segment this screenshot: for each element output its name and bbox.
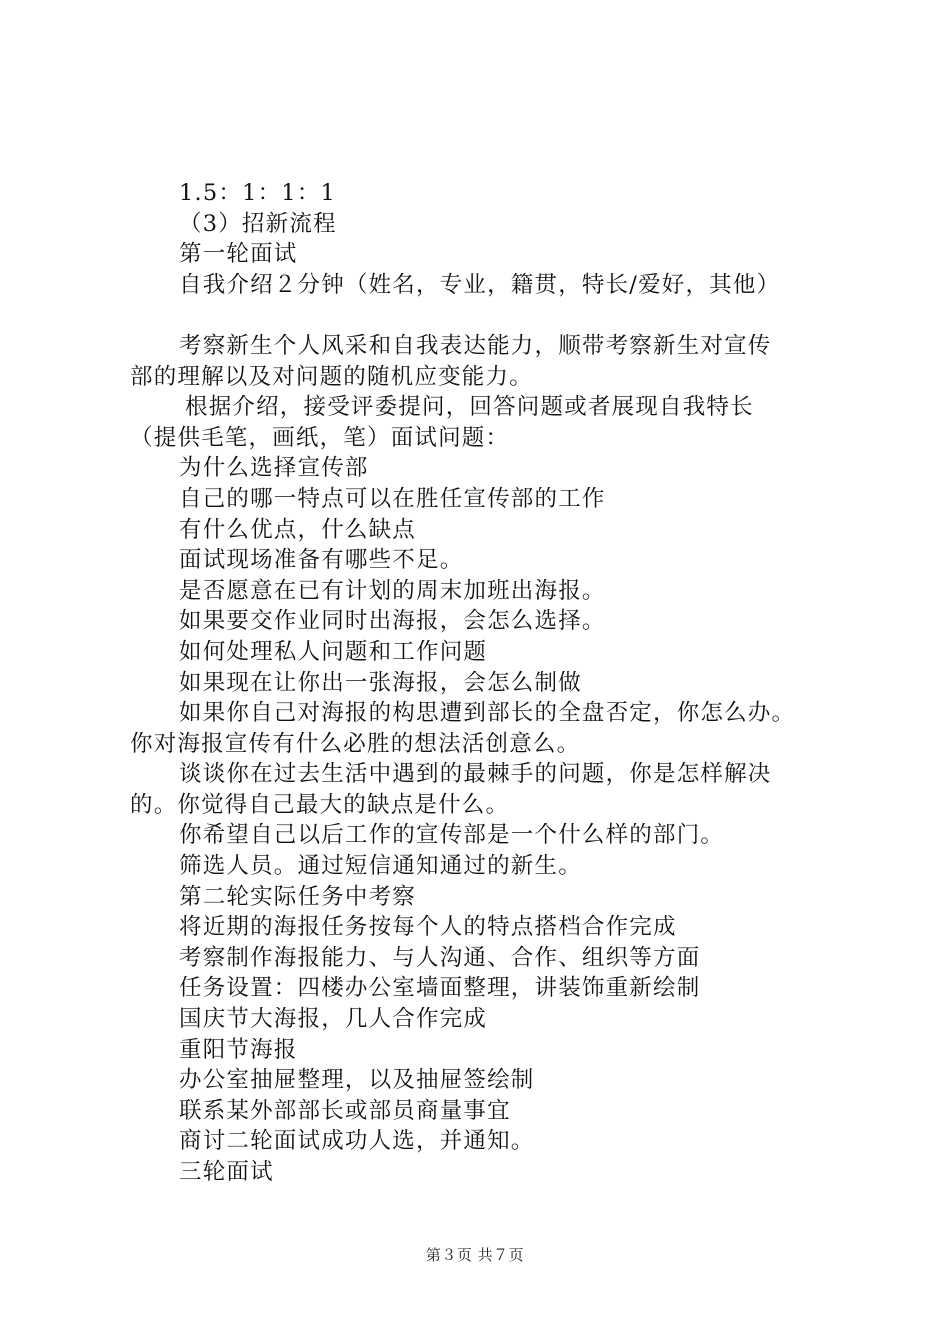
text-line: 联系某外部部长或部员商量事宜 (179, 1097, 511, 1124)
text-line: 你对海报宣传有什么必胜的想法活创意么。 (130, 730, 581, 757)
text-line: 如果要交作业同时出海报，会怎么选择。 (179, 608, 606, 635)
text-line: 是否愿意在已有计划的周末加班出海报。 (179, 577, 606, 604)
text-line: 如何处理私人问题和工作问题 (179, 638, 488, 665)
text-line: 商讨二轮面试成功人选，并通知。 (179, 1128, 535, 1155)
text-line: 谈谈你在过去生活中遇到的最棘手的问题，你是怎样解决 (179, 761, 772, 788)
text-line: 将近期的海报任务按每个人的特点搭档合作完成 (179, 914, 677, 941)
text-line: 筛选人员。通过短信通知通过的新生。 (179, 853, 582, 880)
text-line: 为什么选择宣传部 (179, 455, 369, 482)
text-line: 考察制作海报能力、与人沟通、合作、组织等方面 (179, 944, 701, 971)
text-line: 三轮面试 (179, 1159, 274, 1185)
text-line: 如果现在让你出一张海报，会怎么制做 (179, 669, 582, 696)
text-line: 办公室抽屉整理，以及抽屉签绘制 (179, 1067, 535, 1094)
page-number-footer: 第３页 共７页 (425, 1246, 525, 1264)
text-line: （提供毛笔，画纸，笔）面试问题： (130, 424, 510, 451)
text-line: （3）招新流程 (179, 210, 337, 237)
text-line: 自我介绍２分钟（姓名，专业，籍贯，特长/爱好，其他） (179, 271, 781, 298)
text-line: 任务设置：四楼办公室墙面整理，讲装饰重新绘制 (179, 975, 701, 1002)
text-line: 考察新生个人风采和自我表达能力，顺带考察新生对宣传 (179, 332, 772, 359)
text-line: 第二轮实际任务中考察 (179, 883, 417, 910)
text-line: 根据介绍，接受评委提问，回答问题或者展现自我特长 (185, 394, 754, 421)
text-line: 自己的哪一特点可以在胜任宣传部的工作 (179, 485, 606, 512)
text-line: 你希望自己以后工作的宣传部是一个什么样的部门。 (179, 822, 725, 849)
text-line: 重阳节海报 (179, 1036, 298, 1063)
text-line: 如果你自己对海报的构思遭到部长的全盘否定，你怎么办。 (179, 700, 796, 727)
text-line: 面试现场准备有哪些不足。 (179, 547, 464, 574)
text-line: 有什么优点，什么缺点 (179, 516, 417, 543)
blank-line (130, 300, 842, 331)
document-body (130, 178, 842, 1188)
text-line: 的。你觉得自己最大的缺点是什么。 (130, 791, 510, 818)
text-line: 第一轮面试 (179, 241, 298, 268)
text-line: 国庆节大海报，几人合作完成 (179, 1006, 488, 1033)
text-line: 1.5：1：1：1 (179, 180, 337, 206)
text-line: 部的理解以及对问题的随机应变能力。 (130, 363, 533, 390)
